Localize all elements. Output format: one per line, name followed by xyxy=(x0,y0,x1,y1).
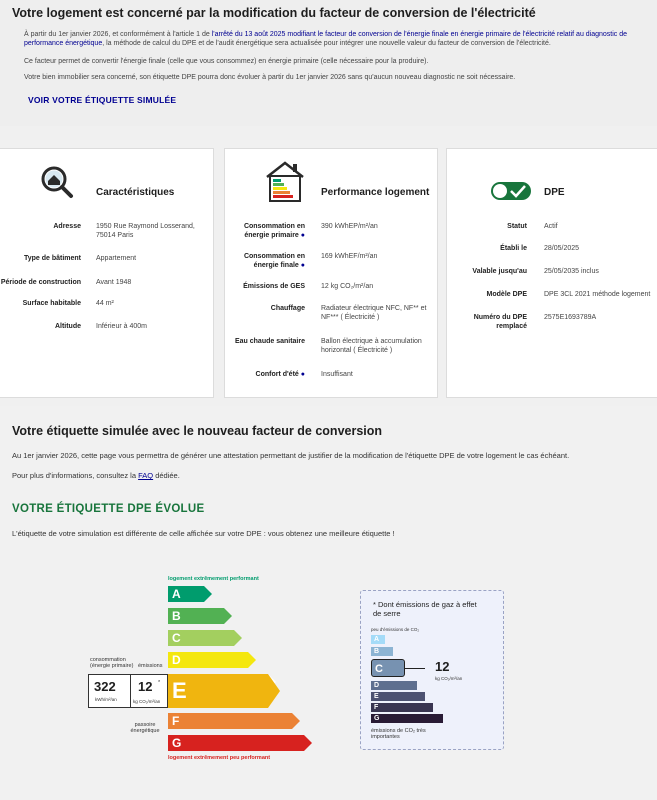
heating-value: Radiateur électrique NFC, NF** et NF*** ( Électricité ) xyxy=(321,305,427,321)
simulation-paragraph-3: L'étiquette de votre simulation est différente de celle affichée sur votre DPE : vous obtenez une meilleure étiquette ! xyxy=(12,529,395,538)
row-label: Confort d'été ● xyxy=(255,371,305,378)
emissions-label: émissions xyxy=(138,663,163,669)
notice-paragraph-3: Votre bien immobilier sera concerné, son étiquette DPE pourra donc évoluer à partir du 1er janvier 2026 sans qu'aucun nouveau diagnostic ne soit nécessaire. xyxy=(24,74,516,81)
row-label: Modèle DPE xyxy=(486,291,527,298)
valid-until-value: 25/05/2035 inclus xyxy=(544,268,599,275)
characteristics-title: Caractéristiques xyxy=(96,187,175,198)
see-simulated-label-link[interactable]: VOIR VOTRE ÉTIQUETTE SIMULÉE xyxy=(28,95,177,105)
top-caption: logement extrêmement performant xyxy=(168,576,259,582)
performance-card xyxy=(224,148,438,398)
dpe-model-value: DPE 3CL 2021 méthode logement xyxy=(544,291,651,298)
row-label: Surface habitable xyxy=(22,300,81,307)
row-label: Consommation en énergie finale ● xyxy=(243,253,305,269)
house-energy-scale-icon xyxy=(263,159,307,208)
row-label: Période de construction xyxy=(0,279,81,286)
row-label: Établi le xyxy=(500,245,527,252)
faq-link[interactable]: FAQ xyxy=(138,471,154,480)
final-energy-value: 169 kWhEF/m²/an xyxy=(321,253,378,260)
consumption-sub: (énergie primaire) xyxy=(90,663,134,669)
row-label: Type de bâtiment xyxy=(23,255,81,262)
consumption-value: 322 xyxy=(94,679,116,694)
emissions-unit: kg CO₂/m²/an xyxy=(133,699,161,704)
house-magnifier-icon xyxy=(40,165,74,204)
replaced-dpe-value: 2575E1693789A xyxy=(544,314,597,321)
simulation-section xyxy=(0,406,657,800)
dpe-card xyxy=(446,148,657,398)
passoire-label: passoire énergétique xyxy=(130,722,160,734)
consumption-unit: kWh/m²/an xyxy=(95,697,117,702)
active-bar-tip xyxy=(268,674,280,708)
consumption-label: consommation xyxy=(90,657,126,663)
ges-bottom-caption: émissions de CO₂ très importantes xyxy=(371,728,426,740)
bottom-caption: logement extrêmement peu performant xyxy=(168,755,271,761)
info-icon[interactable]: ● xyxy=(300,371,305,378)
row-label: Numéro du DPE remplacé xyxy=(473,314,527,330)
ges-value: 12 xyxy=(435,659,450,674)
summer-comfort-value: Insuffisant xyxy=(321,371,353,378)
ges-title: * Dont émissions de gaz à effet de serre xyxy=(373,600,477,618)
established-value: 28/05/2025 xyxy=(544,245,580,252)
address-value: 1950 Rue Raymond Losserand, 75014 Paris xyxy=(96,223,195,239)
row-label: Eau chaude sanitaire xyxy=(234,338,305,345)
characteristics-card xyxy=(0,148,214,398)
building-type-value: Appartement xyxy=(96,255,137,262)
ges-bar-g: G xyxy=(371,714,443,723)
row-label: Chauffage xyxy=(270,305,305,312)
class-bar-e-active: E xyxy=(168,674,268,708)
values-divider xyxy=(130,674,131,708)
notice-paragraph-1: À partir du 1er janvier 2026, et conformément à l'article 1 de l'arrêté du 13 août 2025 modifiant le facteur de conversion de l'énergie finale en énergie primaire de l'électricité relatif au diagnostic de performance énergétique, la méthode de calcul du DPE et de l'audit énergétique sera actualisée pour intégrer une nouvelle valeur du facteur de conversion de l'électricité. xyxy=(24,31,628,47)
simulation-paragraph-2: Pour plus d'informations, consultez la FAQ dédiée. xyxy=(12,471,180,480)
ges-label xyxy=(360,590,504,750)
status-value: Actif xyxy=(544,223,558,230)
simulation-title: Votre étiquette simulée avec le nouveau facteur de conversion xyxy=(12,424,383,438)
dpe-title: DPE xyxy=(544,187,565,198)
row-label: Consommation en énergie primaire ● xyxy=(243,223,305,239)
altitude-value: Inférieur à 400m xyxy=(96,323,147,330)
hot-water-value: Ballon électrique à accumulation horizontal ( Électricité ) xyxy=(321,338,422,354)
toggle-check-icon xyxy=(491,182,531,205)
surface-value: 44 m² xyxy=(96,300,114,307)
class-bar-b: B xyxy=(168,608,224,624)
ges-top-caption: peu d'émissions de CO₂ xyxy=(371,627,420,632)
ges-bar-a: A xyxy=(371,635,385,644)
info-icon[interactable]: ● xyxy=(300,262,305,269)
emissions-star: * xyxy=(158,680,161,686)
ges-bar-e: E xyxy=(371,692,425,701)
conversion-notice xyxy=(0,0,657,126)
class-bar-g: G xyxy=(168,735,304,751)
ges-bar-b: B xyxy=(371,647,393,656)
class-bar-f: F xyxy=(168,713,292,729)
ges-unit: kg CO₂/m²/an xyxy=(435,676,463,681)
primary-energy-value: 390 kWhEP/m²/an xyxy=(321,223,378,230)
ges-bar-d: D xyxy=(371,681,417,690)
class-bar-a: A xyxy=(168,586,204,602)
class-bar-d: D xyxy=(168,652,248,668)
emissions-value: 12 xyxy=(138,679,153,694)
info-icon[interactable]: ● xyxy=(300,232,305,239)
row-label: Statut xyxy=(507,223,527,230)
performance-title: Performance logement xyxy=(321,187,430,198)
row-label: Altitude xyxy=(54,323,81,330)
row-label: Adresse xyxy=(53,223,81,230)
notice-paragraph-2: Ce facteur permet de convertir l'énergie finale (celle que vous consommez) en énergie primaire (celle nécessaire pour la produire). xyxy=(24,58,429,65)
label-evolves-title: VOTRE ÉTIQUETTE DPE ÉVOLUE xyxy=(12,503,205,515)
ghg-value: 12 kg CO₂/m²/an xyxy=(321,283,374,290)
row-label: Émissions de GES xyxy=(243,283,305,290)
simulation-paragraph-1: Au 1er janvier 2026, cette page vous permettra de générer une attestation permettant de justifier de la modification de l'étiquette DPE de votre logement le cas échéant. xyxy=(12,451,570,460)
notice-title: Votre logement est concerné par la modification du facteur de conversion de l'électricité xyxy=(12,6,536,20)
ges-pointer-line xyxy=(405,668,425,669)
arrete-link[interactable]: l'arrêté du 13 août 2025 modifiant le facteur de conversion de l'énergie finale en énergie primaire de l'électricité relatif au diagnostic de performance énergétique xyxy=(24,31,628,47)
class-bar-c: C xyxy=(168,630,234,646)
ges-bar-f: F xyxy=(371,703,433,712)
construction-period-value: Avant 1948 xyxy=(96,279,132,286)
ges-bar-c-active: C xyxy=(371,659,405,677)
row-label: Valable jusqu'au xyxy=(472,268,527,275)
